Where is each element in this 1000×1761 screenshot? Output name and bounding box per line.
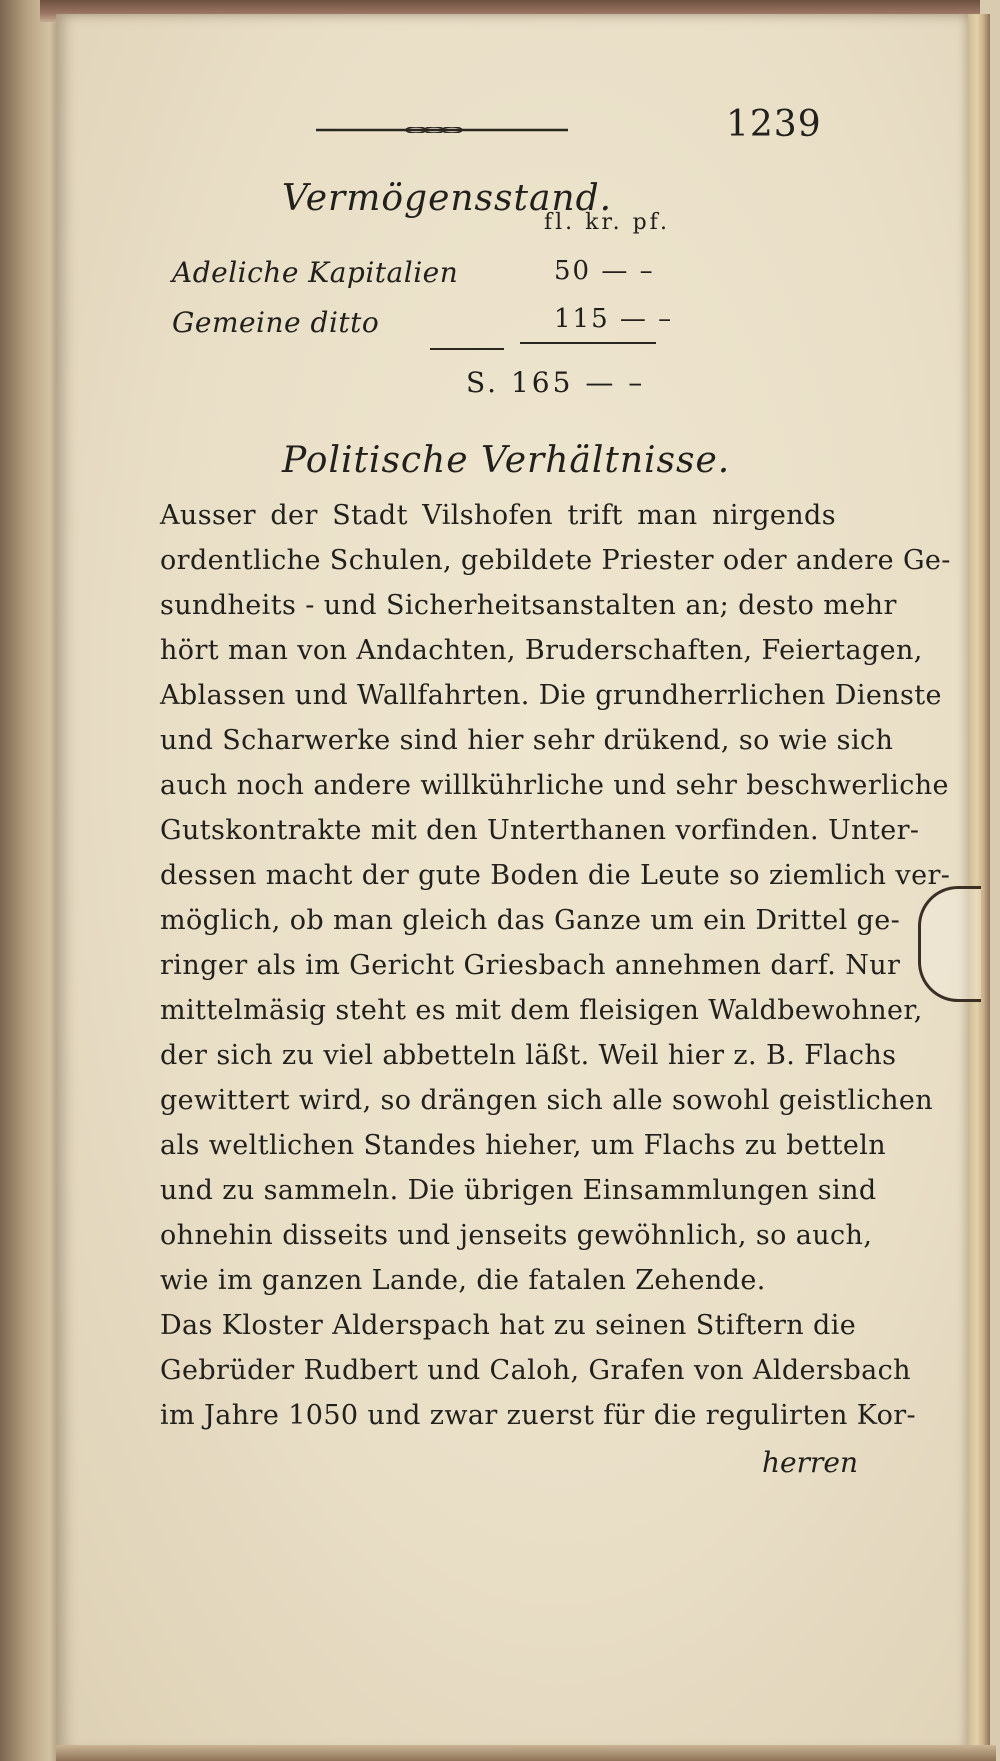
page-fore-edge <box>968 14 990 1754</box>
body-line: ringer als im Gericht Griesbach annehmen darf. Nur <box>160 950 901 981</box>
page-number: 1239 <box>726 104 822 145</box>
body-line: Ausser der Stadt Vilshofen trift man nirgends <box>160 500 836 531</box>
body-line: ohnehin disseits und jenseits gewöhnlich, so auch, <box>160 1220 873 1251</box>
asset-label-1: Adeliche Kapitalien <box>172 256 459 289</box>
sum-total: S. 165 — – <box>466 366 646 399</box>
catchword: herren <box>762 1446 858 1479</box>
body-line: möglich, ob man gleich das Ganze um ein Drittel ge- <box>160 905 901 936</box>
body-line: Gebrüder Rudbert und Caloh, Grafen von Aldersbach <box>160 1355 911 1386</box>
section-heading-assets: Vermögensstand. <box>282 178 613 219</box>
facing-page-edge <box>0 0 62 1761</box>
asset-value-2: 115 — – <box>554 304 674 334</box>
sum-rule-left <box>430 348 504 350</box>
asset-label-2: Gemeine ditto <box>172 306 380 339</box>
body-line: dessen macht der gute Boden die Leute so ziemlich ver- <box>160 860 951 891</box>
body-line: gewittert wird, so drängen sich alle sowohl geistlichen <box>160 1085 934 1116</box>
body-line: auch noch andere willkührliche und sehr beschwerliche <box>160 770 949 801</box>
sum-rule-right <box>520 342 656 344</box>
body-line: ordentliche Schulen, gebildete Priester oder andere Ge- <box>160 545 951 576</box>
body-line: Das Kloster Alderspach hat zu seinen Stiftern die <box>160 1310 857 1341</box>
body-line: hört man von Andachten, Bruderschaften, Feiertagen, <box>160 635 923 666</box>
header-ornament-rule <box>316 127 568 133</box>
page-bottom-edge <box>56 1745 996 1761</box>
body-line: als weltlichen Standes hieher, um Flachs zu betteln <box>160 1130 887 1161</box>
body-line: der sich zu viel abbetteln läßt. Weil hier z. B. Flachs <box>160 1040 897 1071</box>
body-line: mittelmäsig steht es mit dem fleisigen Waldbewohner, <box>160 995 923 1026</box>
bookmark-tab <box>918 886 981 1002</box>
body-line: wie im ganzen Lande, die fatalen Zehende. <box>160 1265 766 1296</box>
body-line: sundheits - und Sicherheitsanstalten an; desto mehr <box>160 590 897 621</box>
body-line: Gutskontrakte mit den Unterthanen vorfinden. Unter- <box>160 815 920 846</box>
currency-header: fl. kr. pf. <box>544 210 671 235</box>
body-line: und zu sammeln. Die übrigen Einsammlungen sind <box>160 1175 877 1206</box>
asset-value-1: 50 — – <box>554 256 655 286</box>
body-line: im Jahre 1050 und zwar zuerst für die regulirten Kor- <box>160 1400 917 1431</box>
section-heading-politics: Politische Verhältnisse. <box>282 440 731 481</box>
body-line: Ablassen und Wallfahrten. Die grundherrlichen Dienste <box>160 680 942 711</box>
body-line: und Scharwerke sind hier sehr drükend, so wie sich <box>160 725 894 756</box>
